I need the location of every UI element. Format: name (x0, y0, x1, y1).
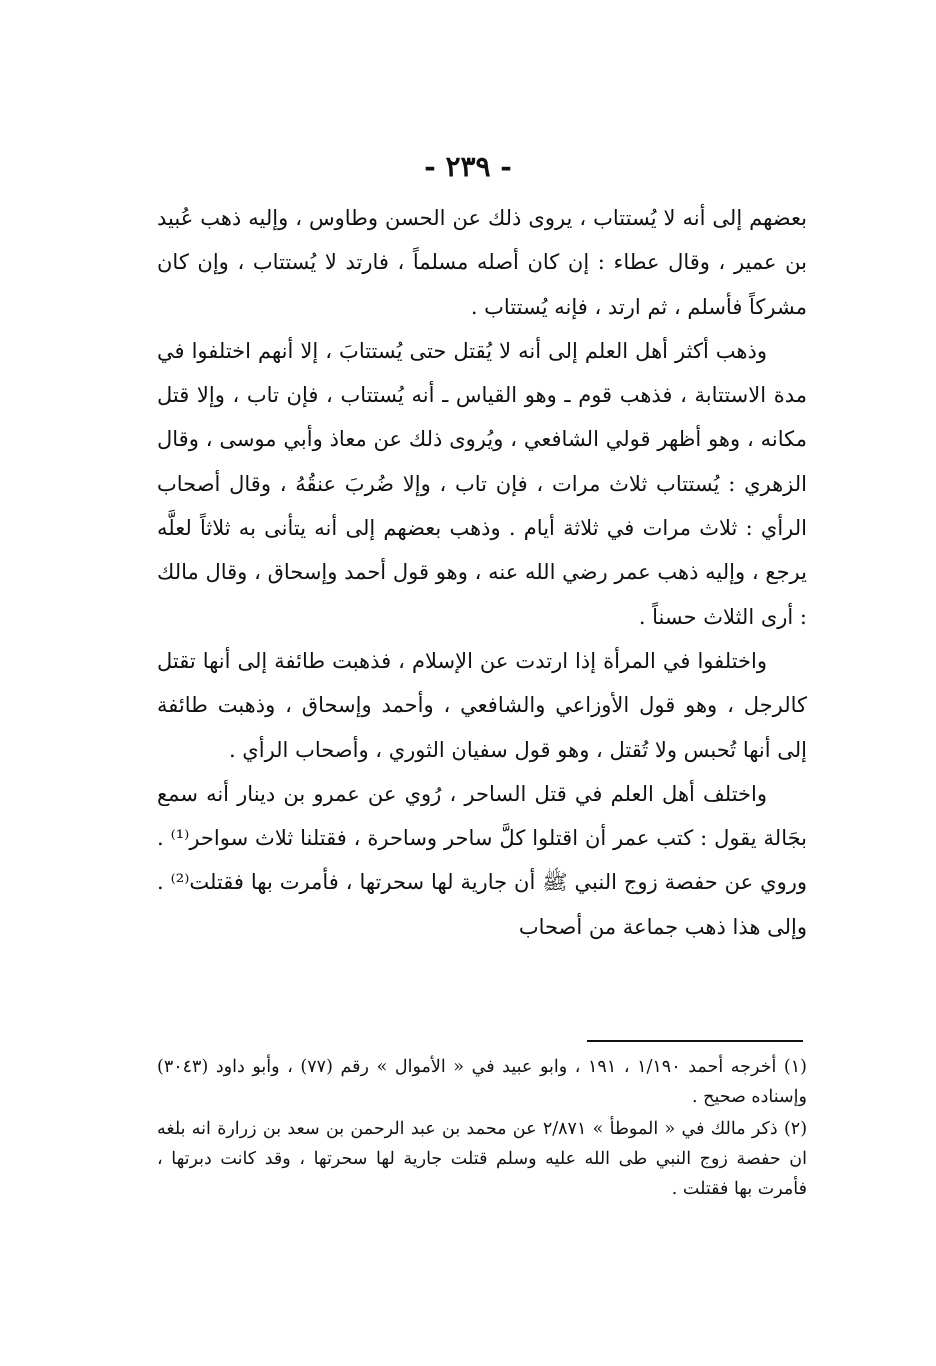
paragraph-2: وذهب أكثر أهل العلم إلى أنه لا يُقتل حتى يُستتابَ ، إلا أنهم اختلفوا في مدة الاستتابة ، فذهب قوم ـ وهو القياس ـ أنه يُستتاب ، فإن تاب ، وإلا قتل مكانه ، وهو أظهر قولي الشافعي ، ويُروى ذلك عن معاذ وأبي موسى ، وقال الزهري : يُستتاب ثلاث مرات ، فإن تاب ، وإلا ضُربَ عنقُهُ ، وقال أصحاب الرأي : ثلاث مرات في ثلاثة أيام . وذهب بعضهم إلى أنه يتأنى به ثلاثاً لعلَّه يرجع ، وإليه ذهب عمر رضي الله عنه ، وهو قول أحمد وإسحاق ، وقال مالك : أرى الثلاث حسناً . (157, 338, 807, 629)
footnote-separator (587, 1040, 803, 1042)
page-number: - ٢٣٩ - (424, 150, 512, 183)
paragraph-3: واختلفوا في المرأة إذا ارتدت عن الإسلام ، فذهبت طائفة إلى أنها تقتل كالرجل ، وهو قول الأوزاعي والشافعي ، وأحمد وإسحاق ، وذهبت طائفة إلى أنها تُحبس ولا تُقتل ، وهو قول سفيان الثوري ، وأصحاب الرأي . (157, 648, 807, 762)
footnotes (157, 1052, 807, 1204)
footnote-1: (١) أخرجه أحمد ١/١٩٠ ، ١٩١ ، وابو عبيد في « الأموال » رقم (٧٧) ، وأبو داود (٣٠٤٣) وإسناده صحيح . (157, 1057, 807, 1107)
paragraph-4: واختلف أهل العلم في قتل الساحر ، رُوي عن عمرو بن دينار أنه سمع بجَالة يقول : كتب عمر أن اقتلوا كلَّ ساحر وساحرة ، فقتلنا ثلاث سواحر⁽¹⁾ . وروي عن حفصة زوج النبي ﷺ أن جارية لها سحرتها ، فأمرت بها فقتلت⁽²⁾ . وإلى هذا ذهب جماعة من أصحاب (157, 781, 807, 939)
paragraph-1: بعضهم إلى أنه لا يُستتاب ، يروى ذلك عن الحسن وطاوس ، وإليه ذهب عُبيد بن عمير ، وقال عطاء : إن كان أصله مسلماً ، فارتد لا يُستتاب ، وإن كان مشركاً فأسلم ، ثم ارتد ، فإنه يُستتاب . (157, 206, 807, 319)
main-text (157, 196, 807, 949)
footnote-2: (٢) ذكر مالك في « الموطأ » ٢/٨٧١ عن محمد بن عبد الرحمن بن سعد بن زرارة انه بلغه ان حفصة زوج النبي طى الله عليه وسلم قتلت جارية لها سحرتها ، وقد كانت دبرتها ، فأمرت بها فقتلت . (157, 1119, 808, 1199)
